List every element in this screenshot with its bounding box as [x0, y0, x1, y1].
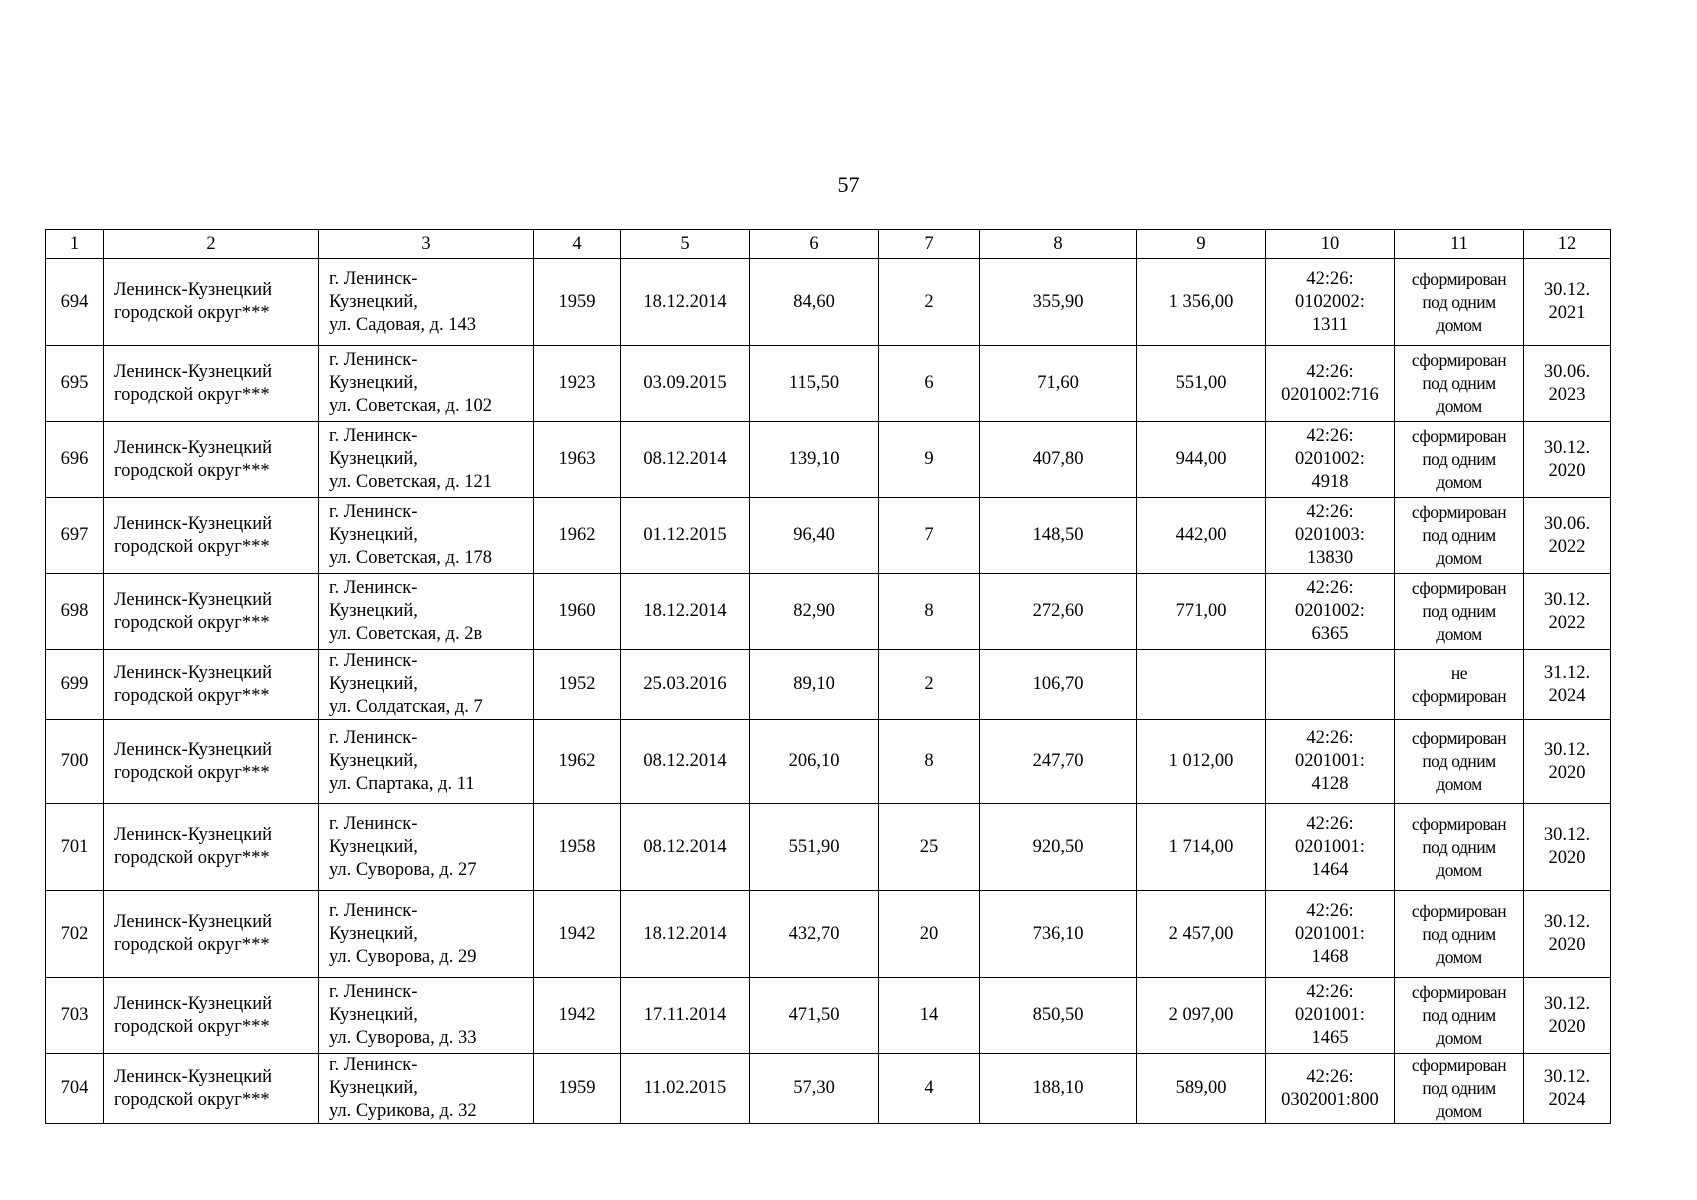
- date-cell: 18.12.2014: [621, 574, 750, 650]
- cadastral-number-cell-line: 0201001:: [1295, 751, 1365, 771]
- address-cell-line: г. Ленинск-: [329, 982, 418, 1002]
- deadline-cell-line: 2022: [1548, 612, 1586, 633]
- land-area-cell: 1 012,00: [1137, 720, 1266, 804]
- deadline-cell: [1524, 422, 1611, 498]
- land-status-cell-line: под одним: [1422, 373, 1496, 393]
- emergency-area-cell: 89,10: [750, 650, 879, 720]
- residents-cell: 4: [879, 1054, 980, 1124]
- cadastral-number-cell-line: 0201003:: [1295, 525, 1365, 545]
- cadastral-number-cell-line: 13830: [1306, 548, 1354, 568]
- cadastral-number-cell-line: 0201001:: [1295, 1005, 1365, 1025]
- cadastral-number-cell: [1266, 498, 1395, 574]
- total-area-cell: 71,60: [980, 346, 1137, 422]
- municipality-cell-line: Ленинск-Кузнецкий: [114, 1066, 272, 1087]
- year-cell: 1959: [534, 259, 621, 346]
- cadastral-number-cell-line: 0201001:: [1295, 923, 1365, 944]
- residents-cell: 2: [879, 650, 980, 720]
- land-status-cell-line: под одним: [1422, 601, 1496, 621]
- row-number-cell: 695: [46, 346, 104, 422]
- address-cell-line: Кузнецкий,: [329, 449, 418, 469]
- land-area-cell: [1137, 650, 1266, 720]
- cadastral-number-cell-line: 42:26:: [1306, 813, 1354, 834]
- land-area-cell: 944,00: [1137, 422, 1266, 498]
- year-cell: 1942: [534, 891, 621, 978]
- deadline-cell-line: 31.12.: [1543, 662, 1591, 683]
- municipality-cell: [104, 422, 319, 498]
- date-cell: 08.12.2014: [621, 720, 750, 804]
- address-cell-line: Кузнецкий,: [329, 1078, 418, 1098]
- year-cell: 1963: [534, 422, 621, 498]
- municipality-cell: [104, 891, 319, 978]
- emergency-area-cell: 115,50: [750, 346, 879, 422]
- housing-registry-table: [45, 229, 1611, 1124]
- row-number-cell: 694: [46, 259, 104, 346]
- table-row: [46, 574, 1611, 650]
- emergency-area-cell: 57,30: [750, 1054, 879, 1124]
- municipality-cell-line: Ленинск-Кузнецкий: [114, 437, 272, 458]
- deadline-cell-line: 30.12.: [1543, 739, 1591, 760]
- residents-cell: 20: [879, 891, 980, 978]
- municipality-cell-line: городской округ***: [114, 935, 270, 955]
- column-header: 2: [104, 230, 319, 259]
- deadline-cell-line: 2020: [1548, 1016, 1586, 1037]
- land-area-cell: 1 356,00: [1137, 259, 1266, 346]
- land-status-cell-line: сформирован: [1411, 426, 1507, 446]
- cadastral-number-cell-line: 42:26:: [1306, 578, 1354, 598]
- municipality-cell-line: городской округ***: [114, 384, 270, 405]
- address-cell-line: г. Ленинск-: [329, 578, 418, 598]
- total-area-cell: 188,10: [980, 1054, 1137, 1124]
- cadastral-number-cell-line: 6365: [1311, 624, 1349, 644]
- deadline-cell-line: 2022: [1548, 536, 1586, 557]
- address-cell: [319, 259, 534, 346]
- land-area-cell: 771,00: [1137, 574, 1266, 650]
- municipality-cell: [104, 720, 319, 804]
- land-status-cell-line: домом: [1436, 548, 1482, 568]
- municipality-cell-line: городской округ***: [114, 762, 270, 783]
- municipality-cell-line: Ленинск-Кузнецкий: [114, 589, 272, 610]
- deadline-cell: [1524, 650, 1611, 720]
- deadline-cell: [1524, 574, 1611, 650]
- land-status-cell-line: под одним: [1422, 1078, 1496, 1098]
- column-header: 5: [621, 230, 750, 259]
- row-number-cell: 699: [46, 650, 104, 720]
- land-status-cell-line: сформирован: [1411, 813, 1507, 834]
- address-cell-line: Кузнецкий,: [329, 373, 418, 393]
- address-cell-line: Кузнецкий,: [329, 923, 418, 944]
- row-number-cell: 702: [46, 891, 104, 978]
- municipality-cell-line: городской округ***: [114, 848, 270, 868]
- column-header: 4: [534, 230, 621, 259]
- row-number-cell: 701: [46, 804, 104, 891]
- cadastral-number-cell-line: 42:26:: [1306, 982, 1354, 1002]
- cadastral-number-cell-line: 1311: [1311, 314, 1349, 335]
- emergency-area-cell: 96,40: [750, 498, 879, 574]
- land-status-cell-line: домом: [1436, 472, 1482, 492]
- residents-cell: 14: [879, 978, 980, 1054]
- cadastral-number-cell-line: 0102002:: [1295, 291, 1365, 312]
- address-cell-line: г. Ленинск-: [329, 268, 418, 289]
- address-cell-line: г. Ленинск-: [329, 900, 418, 921]
- cadastral-number-cell-line: 4128: [1311, 774, 1349, 794]
- land-status-cell: [1395, 574, 1524, 650]
- land-status-cell: [1395, 422, 1524, 498]
- deadline-cell-line: 30.12.: [1543, 589, 1591, 610]
- cadastral-number-cell-line: 1468: [1311, 946, 1349, 967]
- land-status-cell: [1395, 804, 1524, 891]
- deadline-cell-line: 2020: [1548, 460, 1586, 481]
- cadastral-number-cell-line: 42:26:: [1306, 502, 1354, 522]
- address-cell-line: ул. Советская, д. 121: [329, 472, 492, 492]
- address-cell: [319, 720, 534, 804]
- land-status-cell: [1395, 650, 1524, 720]
- residents-cell: 6: [879, 346, 980, 422]
- municipality-cell: [104, 978, 319, 1054]
- address-cell-line: г. Ленинск-: [329, 350, 418, 370]
- date-cell: 18.12.2014: [621, 259, 750, 346]
- address-cell: [319, 498, 534, 574]
- land-status-cell-line: домом: [1436, 1028, 1482, 1048]
- land-status-cell: [1395, 891, 1524, 978]
- address-cell-line: Кузнецкий,: [329, 525, 418, 545]
- deadline-cell-line: 2020: [1548, 762, 1586, 783]
- deadline-cell: [1524, 498, 1611, 574]
- deadline-cell-line: 30.12.: [1543, 1066, 1591, 1087]
- municipality-cell-line: Ленинск-Кузнецкий: [114, 662, 272, 683]
- date-cell: 08.12.2014: [621, 804, 750, 891]
- table-row: [46, 804, 1611, 891]
- cadastral-number-cell-line: 42:26:: [1306, 361, 1354, 382]
- deadline-cell-line: 30.06.: [1543, 361, 1591, 382]
- address-cell-line: Кузнецкий,: [329, 836, 418, 857]
- address-cell-line: ул. Суворова, д. 33: [329, 1028, 477, 1048]
- emergency-area-cell: 82,90: [750, 574, 879, 650]
- municipality-cell-line: городской округ***: [114, 1016, 270, 1037]
- municipality-cell-line: Ленинск-Кузнецкий: [114, 993, 272, 1014]
- cadastral-number-cell-line: 0302001:800: [1281, 1089, 1379, 1110]
- address-cell-line: г. Ленинск-: [329, 813, 418, 834]
- land-area-cell: 1 714,00: [1137, 804, 1266, 891]
- municipality-cell: [104, 650, 319, 720]
- address-cell-line: ул. Советская, д. 178: [329, 548, 492, 568]
- residents-cell: 7: [879, 498, 980, 574]
- address-cell: [319, 804, 534, 891]
- address-cell: [319, 1054, 534, 1124]
- land-status-cell-line: сформирован: [1411, 982, 1507, 1002]
- residents-cell: 8: [879, 720, 980, 804]
- land-status-cell-line: сформирован: [1411, 578, 1507, 598]
- land-status-cell-line: не: [1450, 662, 1468, 683]
- date-cell: 08.12.2014: [621, 422, 750, 498]
- date-cell: 01.12.2015: [621, 498, 750, 574]
- total-area-cell: 850,50: [980, 978, 1137, 1054]
- address-cell: [319, 650, 534, 720]
- residents-cell: 25: [879, 804, 980, 891]
- land-status-cell-line: под одним: [1422, 836, 1496, 857]
- cadastral-number-cell-line: 0201002:: [1295, 449, 1365, 469]
- address-cell-line: ул. Суворова, д. 29: [329, 946, 477, 967]
- land-status-cell-line: сформирован: [1411, 685, 1507, 706]
- land-status-cell-line: домом: [1436, 396, 1482, 416]
- date-cell: 18.12.2014: [621, 891, 750, 978]
- address-cell-line: ул. Советская, д. 102: [329, 396, 492, 416]
- address-cell-line: ул. Спартака, д. 11: [329, 774, 475, 794]
- emergency-area-cell: 432,70: [750, 891, 879, 978]
- municipality-cell-line: городской округ***: [114, 536, 270, 557]
- deadline-cell-line: 2020: [1548, 848, 1586, 868]
- address-cell: [319, 978, 534, 1054]
- address-cell-line: ул. Суворова, д. 27: [329, 859, 477, 880]
- land-status-cell-line: сформирован: [1411, 1055, 1507, 1075]
- address-cell-line: г. Ленинск-: [329, 426, 418, 446]
- cadastral-number-cell: [1266, 259, 1395, 346]
- date-cell: 11.02.2015: [621, 1054, 750, 1124]
- cadastral-number-cell: [1266, 346, 1395, 422]
- municipality-cell: [104, 498, 319, 574]
- cadastral-number-cell: [1266, 720, 1395, 804]
- address-cell-line: ул. Солдатская, д. 7: [329, 697, 483, 717]
- table-body: [46, 259, 1611, 1124]
- column-header: 1: [46, 230, 104, 259]
- cadastral-number-cell: [1266, 574, 1395, 650]
- municipality-cell: [104, 574, 319, 650]
- cadastral-number-cell-line: 1465: [1311, 1028, 1349, 1048]
- residents-cell: 2: [879, 259, 980, 346]
- deadline-cell-line: 2024: [1548, 685, 1586, 706]
- cadastral-number-cell: [1266, 804, 1395, 891]
- total-area-cell: 920,50: [980, 804, 1137, 891]
- table-row: [46, 978, 1611, 1054]
- year-cell: 1959: [534, 1054, 621, 1124]
- page-number: 57: [837, 172, 860, 197]
- cadastral-number-cell-line: 4918: [1311, 472, 1349, 492]
- emergency-area-cell: 206,10: [750, 720, 879, 804]
- column-header: 9: [1137, 230, 1266, 259]
- cadastral-number-cell-line: 0201002:716: [1281, 384, 1379, 405]
- deadline-cell-line: 30.12.: [1543, 825, 1591, 845]
- total-area-cell: 355,90: [980, 259, 1137, 346]
- year-cell: 1960: [534, 574, 621, 650]
- land-status-cell: [1395, 1054, 1524, 1124]
- cadastral-number-cell: [1266, 978, 1395, 1054]
- municipality-cell-line: Ленинск-Кузнецкий: [114, 912, 272, 932]
- cadastral-number-cell-line: 42:26:: [1306, 728, 1354, 748]
- cadastral-number-cell-line: 42:26:: [1306, 1066, 1354, 1087]
- total-area-cell: 736,10: [980, 891, 1137, 978]
- date-cell: 25.03.2016: [621, 650, 750, 720]
- address-cell-line: ул. Садовая, д. 143: [329, 314, 477, 335]
- row-number-cell: 696: [46, 422, 104, 498]
- land-status-cell-line: сформирован: [1411, 350, 1507, 370]
- table-row: [46, 720, 1611, 804]
- cadastral-number-cell: [1266, 891, 1395, 978]
- municipality-cell-line: городской округ***: [114, 460, 270, 481]
- year-cell: 1962: [534, 720, 621, 804]
- row-number-cell: 704: [46, 1054, 104, 1124]
- land-status-cell: [1395, 978, 1524, 1054]
- municipality-cell-line: Ленинск-Кузнецкий: [114, 739, 272, 760]
- land-area-cell: 442,00: [1137, 498, 1266, 574]
- table-row: [46, 346, 1611, 422]
- address-cell-line: Кузнецкий,: [329, 751, 418, 771]
- column-header: 11: [1395, 230, 1524, 259]
- address-cell-line: Кузнецкий,: [329, 601, 418, 621]
- residents-cell: 9: [879, 422, 980, 498]
- land-status-cell-line: под одним: [1422, 751, 1496, 771]
- municipality-cell-line: городской округ***: [114, 1089, 270, 1110]
- land-area-cell: 2 097,00: [1137, 978, 1266, 1054]
- deadline-cell-line: 30.12.: [1543, 280, 1591, 300]
- address-cell-line: г. Ленинск-: [329, 651, 418, 671]
- land-status-cell-line: сформирован: [1411, 728, 1507, 748]
- column-number-row: [46, 230, 1611, 259]
- address-cell-line: ул. Сурикова, д. 32: [329, 1101, 477, 1121]
- emergency-area-cell: 551,90: [750, 804, 879, 891]
- land-status-cell-line: под одним: [1422, 525, 1496, 545]
- column-header: 6: [750, 230, 879, 259]
- land-status-cell-line: сформирован: [1411, 268, 1507, 289]
- address-cell-line: г. Ленинск-: [329, 502, 418, 522]
- cadastral-number-cell-line: 42:26:: [1306, 900, 1354, 921]
- row-number-cell: 703: [46, 978, 104, 1054]
- cadastral-number-cell: [1266, 1054, 1395, 1124]
- municipality-cell-line: Ленинск-Кузнецкий: [114, 825, 272, 845]
- total-area-cell: 247,70: [980, 720, 1137, 804]
- table-row: [46, 422, 1611, 498]
- address-cell-line: г. Ленинск-: [329, 1055, 418, 1075]
- year-cell: 1923: [534, 346, 621, 422]
- date-cell: 17.11.2014: [621, 978, 750, 1054]
- land-status-cell: [1395, 720, 1524, 804]
- cadastral-number-cell-line: 1464: [1311, 859, 1349, 880]
- land-status-cell-line: домом: [1436, 314, 1482, 335]
- land-status-cell-line: под одним: [1422, 923, 1496, 944]
- total-area-cell: 407,80: [980, 422, 1137, 498]
- municipality-cell-line: городской округ***: [114, 303, 270, 323]
- year-cell: 1942: [534, 978, 621, 1054]
- cadastral-number-cell: [1266, 422, 1395, 498]
- cadastral-number-cell-line: 0201002:: [1295, 601, 1365, 621]
- residents-cell: 8: [879, 574, 980, 650]
- year-cell: 1962: [534, 498, 621, 574]
- address-cell-line: Кузнецкий,: [329, 291, 418, 312]
- row-number-cell: 700: [46, 720, 104, 804]
- municipality-cell-line: Ленинск-Кузнецкий: [114, 361, 272, 382]
- address-cell: [319, 422, 534, 498]
- cadastral-number-cell-line: 0201001:: [1295, 836, 1365, 857]
- deadline-cell: [1524, 978, 1611, 1054]
- municipality-cell: [104, 1054, 319, 1124]
- municipality-cell: [104, 804, 319, 891]
- land-status-cell-line: домом: [1436, 624, 1482, 644]
- table-row: [46, 891, 1611, 978]
- land-status-cell-line: под одним: [1422, 291, 1496, 312]
- land-status-cell-line: домом: [1436, 859, 1482, 880]
- municipality-cell-line: городской округ***: [114, 685, 270, 706]
- date-cell: 03.09.2015: [621, 346, 750, 422]
- land-status-cell: [1395, 259, 1524, 346]
- deadline-cell-line: 2023: [1548, 384, 1586, 405]
- land-status-cell-line: домом: [1436, 946, 1482, 967]
- land-status-cell: [1395, 346, 1524, 422]
- column-header: 10: [1266, 230, 1395, 259]
- deadline-cell-line: 2021: [1548, 303, 1586, 323]
- deadline-cell-line: 30.12.: [1543, 912, 1591, 932]
- address-cell-line: г. Ленинск-: [329, 728, 418, 748]
- deadline-cell-line: 2020: [1548, 935, 1586, 955]
- year-cell: 1952: [534, 650, 621, 720]
- table-row: [46, 650, 1611, 720]
- address-cell: [319, 891, 534, 978]
- year-cell: 1958: [534, 804, 621, 891]
- land-area-cell: 551,00: [1137, 346, 1266, 422]
- land-area-cell: 2 457,00: [1137, 891, 1266, 978]
- land-area-cell: 589,00: [1137, 1054, 1266, 1124]
- cadastral-number-cell-line: 42:26:: [1306, 426, 1354, 446]
- land-status-cell-line: под одним: [1422, 1005, 1496, 1025]
- emergency-area-cell: 84,60: [750, 259, 879, 346]
- cadastral-number-cell-line: 42:26:: [1306, 268, 1354, 289]
- address-cell-line: Кузнецкий,: [329, 1005, 418, 1025]
- municipality-cell: [104, 259, 319, 346]
- municipality-cell-line: городской округ***: [114, 612, 270, 633]
- table-row: [46, 498, 1611, 574]
- total-area-cell: 272,60: [980, 574, 1137, 650]
- land-status-cell: [1395, 498, 1524, 574]
- deadline-cell: [1524, 1054, 1611, 1124]
- land-status-cell-line: сформирован: [1411, 502, 1507, 522]
- deadline-cell: [1524, 259, 1611, 346]
- table-row: [46, 1054, 1611, 1124]
- cadastral-number-cell: [1266, 650, 1395, 720]
- row-number-cell: 698: [46, 574, 104, 650]
- deadline-cell: [1524, 346, 1611, 422]
- land-status-cell-line: под одним: [1422, 449, 1496, 469]
- table-row: [46, 259, 1611, 346]
- column-header: 3: [319, 230, 534, 259]
- deadline-cell-line: 30.12.: [1543, 437, 1591, 458]
- address-cell: [319, 574, 534, 650]
- deadline-cell-line: 2024: [1548, 1089, 1586, 1110]
- emergency-area-cell: 471,50: [750, 978, 879, 1054]
- land-status-cell-line: домом: [1436, 1101, 1482, 1121]
- deadline-cell: [1524, 804, 1611, 891]
- municipality-cell-line: Ленинск-Кузнецкий: [114, 280, 272, 300]
- column-header: 12: [1524, 230, 1611, 259]
- address-cell: [319, 346, 534, 422]
- address-cell-line: ул. Советская, д. 2в: [329, 624, 483, 644]
- column-header: 7: [879, 230, 980, 259]
- row-number-cell: 697: [46, 498, 104, 574]
- municipality-cell: [104, 346, 319, 422]
- land-status-cell-line: сформирован: [1411, 900, 1507, 921]
- municipality-cell-line: Ленинск-Кузнецкий: [114, 513, 272, 534]
- deadline-cell-line: 30.06.: [1543, 513, 1591, 534]
- address-cell-line: Кузнецкий,: [329, 674, 418, 694]
- deadline-cell: [1524, 891, 1611, 978]
- emergency-area-cell: 139,10: [750, 422, 879, 498]
- deadline-cell-line: 30.12.: [1543, 993, 1591, 1014]
- total-area-cell: 148,50: [980, 498, 1137, 574]
- land-status-cell-line: домом: [1436, 774, 1482, 794]
- total-area-cell: 106,70: [980, 650, 1137, 720]
- column-header: 8: [980, 230, 1137, 259]
- deadline-cell: [1524, 720, 1611, 804]
